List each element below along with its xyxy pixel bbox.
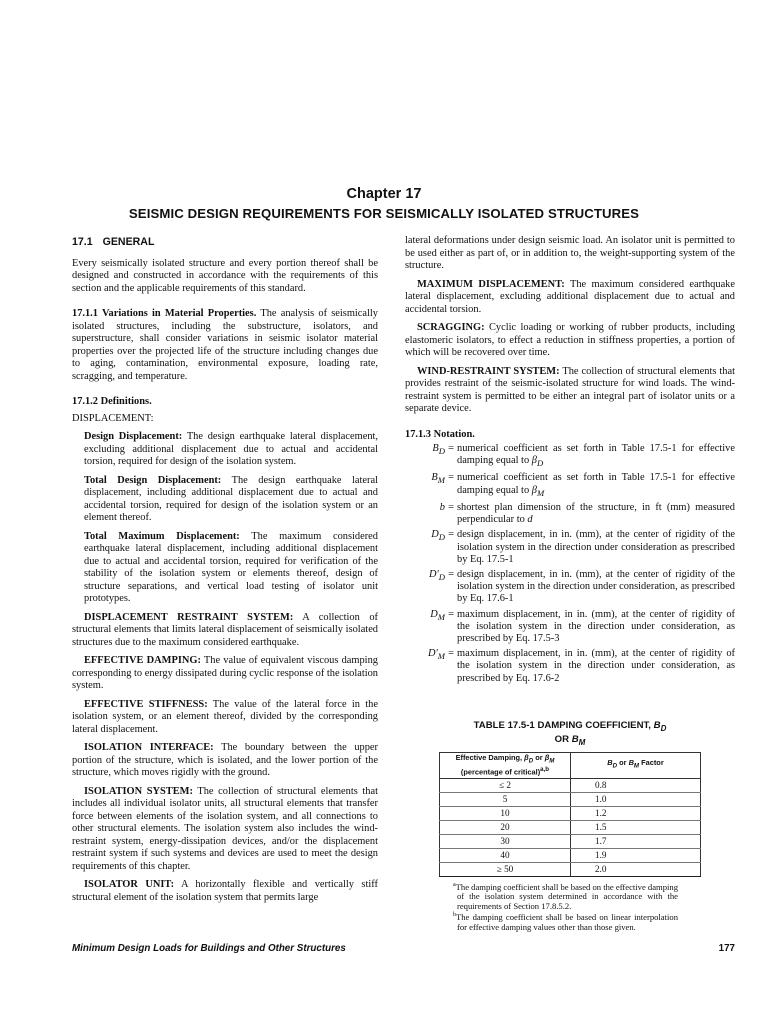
- effective-damping-term: EFFECTIVE DAMPING:: [84, 655, 201, 666]
- table-caption: [405, 720, 735, 748]
- footnote-a-text: The damping coefficient shall be based on the effective damping of the isolation system determined in accordance with the requirements of Section 17.8.5.2.: [455, 881, 678, 911]
- total-design-displacement-text: The design earthquake lateral displacement, including additional displacement due to actual and accidental torsion, required for design of the isolation system or an element thereof.: [84, 474, 378, 523]
- total-maximum-displacement-text: The maximum considered earthquake lateral displacement, including additional displacement due to actual and accidental torsion, required for verification of the stability of the isolation system or elements thereof, design of structure separations, and vertical load testing of isolator unit prototypes.: [84, 530, 378, 604]
- notation-list: [405, 443, 735, 688]
- left-column: [72, 236, 378, 904]
- factor-value: 0.8: [571, 778, 701, 792]
- footnote-b-text: The damping coefficient shall be based on linear interpolation for effective damping values other than those given.: [456, 912, 678, 932]
- notation-description: design displacement, in in. (mm), at the center of rigidity of the isolation system in the direction under consideration, as prescribed by Eq. 17.6-1: [457, 568, 735, 605]
- chapter-label: Chapter 17: [346, 186, 422, 202]
- notation-symbol: $D'_D$: [428, 568, 445, 583]
- equals-sign: =: [448, 529, 454, 541]
- wind-restraint-term: WIND-RESTRAINT SYSTEM:: [417, 365, 560, 377]
- notation-symbol: $D_D$: [431, 529, 445, 543]
- isolation-system-text: The collection of structural elements that includes all individual isolator units, all structural elements that transfer force between elements of the isolation system, and all connections to other structural elements. The isolation system also includes the wind-restraint system, energy-dissipation devices, and/or the displacement restraint system if such systems and devices are used to meet the design requirements of this chapter.: [72, 785, 378, 872]
- factor-value: 1.9: [571, 848, 701, 862]
- notation-description: maximum displacement, in in. (mm), at the center of rigidity of the isolation system in the direction under consideration, as prescribed by Eq. 17.5-3: [457, 608, 735, 644]
- damping-coefficient-table: [439, 752, 701, 877]
- scragging-term: SCRAGGING:: [417, 322, 485, 333]
- displacement-heading: DISPLACEMENT:: [72, 412, 154, 424]
- total-maximum-displacement-def: [84, 531, 378, 606]
- notation-description: design displacement, in in. (mm), at the center of rigidity of the isolation system in the direction under consideration as prescribed by Eq. 17.5-1: [457, 529, 735, 565]
- equals-sign: =: [448, 608, 454, 620]
- right-column: [405, 236, 735, 932]
- factor-value: 1.2: [571, 806, 701, 820]
- isolation-interface-term: ISOLATION INTERFACE:: [84, 742, 214, 753]
- notation-item: [405, 472, 735, 501]
- notation-symbol: $D_M$: [430, 608, 445, 622]
- damping-value: 5: [440, 792, 571, 806]
- variations-heading: 17.1.1 Variations in Material Properties.: [72, 308, 257, 319]
- page-number: 177: [718, 943, 735, 954]
- isolator-unit-term: ISOLATOR UNIT:: [84, 879, 175, 890]
- table-row: [440, 834, 701, 848]
- notation-symbol: b: [439, 501, 445, 513]
- footer-publication-title: Minimum Design Loads for Buildings and Other Structures: [72, 943, 346, 954]
- total-design-displacement-def: [84, 475, 378, 525]
- design-displacement-text: The design earthquake lateral displacement, excluding additional displacement due to actual and accidental torsion, required for design of the isolation system.: [84, 431, 378, 467]
- factor-value: 2.0: [571, 862, 701, 876]
- isolation-system-term: ISOLATION SYSTEM:: [84, 785, 193, 797]
- table-row: [440, 778, 701, 792]
- total-maximum-displacement-term: Total Maximum Displacement:: [84, 530, 240, 542]
- notation-description: shortest plan dimension of the structure, in ft (mm) measured perpendicular to d: [457, 501, 735, 526]
- footnote-b: $^b$The damping coefficient shall be based on linear interpolation for effective damping values other than those given.: [453, 912, 678, 932]
- definitions-heading: 17.1.2 Definitions.: [72, 396, 152, 407]
- damping-value: 20: [440, 820, 571, 834]
- equals-sign: =: [448, 648, 454, 660]
- equals-sign: =: [448, 472, 454, 484]
- maximum-displacement-def: [405, 279, 735, 317]
- maximum-displacement-text: The maximum considered earthquake lateral displacement, excluding additional displacement due to actual and accidental torsion.: [405, 278, 735, 315]
- table-row: [440, 862, 701, 876]
- footnote-a: $^a$The damping coefficient shall be based on the effective damping of the isolation system determined in accordance with the requirements of Section 17.8.5.2.: [453, 881, 678, 911]
- notation-symbol: $D'_M$: [428, 648, 445, 662]
- notation-symbol: $B_D$: [432, 443, 445, 457]
- wind-restraint-text: The collection of structural elements that provides restraint of the seismic-isolated structure for wind loads. The wind-restraint system is permitted to be either an integral part of isolator units or a separate device.: [405, 365, 735, 414]
- displacement-restraint-def: [72, 612, 378, 650]
- equals-sign: =: [448, 568, 454, 580]
- scragging-def: [405, 322, 735, 360]
- factor-value: 1.5: [571, 820, 701, 834]
- equals-sign: =: [448, 501, 454, 513]
- effective-stiffness-term: EFFECTIVE STIFFNESS:: [84, 698, 208, 710]
- table-header-factor: $B_D$ or $B_M$ Factor: [571, 752, 701, 778]
- equals-sign: =: [448, 443, 454, 454]
- variations-text: The analysis of seismically isolated structures, including the substructure, isolators, and superstructure, shall consider variations in seismic isolator material properties over the projected life of the structure including changes due to aging, contamination, environmental exposure, loading rate, scragging, and temperature.: [72, 308, 378, 382]
- damping-value: 10: [440, 806, 571, 820]
- chapter-title: SEISMIC DESIGN REQUIREMENTS FOR SEISMICALLY ISOLATED STRUCTURES: [128, 206, 640, 221]
- isolator-unit-continued: lateral deformations under design seismic load. An isolator unit is permitted to be used either as part of, or in addition to, the weight-supporting system of the structure.: [405, 235, 735, 271]
- table-row: [440, 820, 701, 834]
- isolator-unit-text: A horizontally flexible and vertically stiff structural element of the isolation system that permits large: [72, 879, 378, 903]
- damping-value: 30: [440, 834, 571, 848]
- factor-value: 1.7: [571, 834, 701, 848]
- section-17-1-heading: [72, 236, 378, 249]
- maximum-displacement-term: MAXIMUM DISPLACEMENT:: [417, 278, 565, 290]
- table-row: [440, 806, 701, 820]
- notation-description: maximum displacement, in in. (mm), at the center of rigidity of the isolation system in the direction under consideration, as prescribed by Eq. 17.6-2: [457, 648, 735, 684]
- isolation-interface-text: The boundary between the upper portion of the structure, which is isolated, and the lower portion of the structure, which moves rigidly with the ground.: [72, 742, 378, 778]
- notation-item: [405, 609, 735, 649]
- isolator-unit-def: [72, 879, 378, 904]
- effective-stiffness-def: [72, 699, 378, 737]
- effective-stiffness-text: The value of the lateral force in the isolation system, or an element thereof, divided by the corresponding lateral displacement.: [72, 698, 378, 735]
- section-number: 17.1: [72, 236, 93, 248]
- notation-description: numerical coefficient as set forth in Table 17.5-1 for effective damping equal to $\beta_D$: [457, 443, 735, 469]
- design-displacement-term: Design Displacement:: [84, 431, 183, 442]
- table-footnotes: [453, 881, 678, 933]
- table-caption-line-1: TABLE 17.5-1 DAMPING COEFFICIENT, $B_D$: [473, 719, 667, 733]
- total-design-displacement-term: Total Design Displacement:: [84, 474, 222, 486]
- table-caption-line-2: OR $B_M$: [554, 733, 586, 747]
- notation-item: [405, 648, 735, 688]
- notation-item: [405, 529, 735, 569]
- wind-restraint-def: [405, 366, 735, 416]
- design-displacement-def: [84, 431, 378, 469]
- notation-item: [405, 569, 735, 609]
- damping-value: 40: [440, 848, 571, 862]
- isolation-system-def: [72, 786, 378, 874]
- notation-item: [405, 443, 735, 472]
- section-title: GENERAL: [102, 236, 155, 248]
- isolation-interface-def: [72, 742, 378, 780]
- notation-item: [405, 502, 735, 529]
- notation-heading: 17.1.3 Notation.: [405, 428, 475, 440]
- notation-description: numerical coefficient as set forth in Table 17.5-1 for effective damping equal to $\beta_M$: [457, 472, 735, 498]
- scragging-text: Cyclic loading or working of rubber products, including elastomeric isolators, to effect a reduction in stiffness properties, a portion of which will be recovered over time.: [405, 322, 735, 358]
- table-row: [440, 848, 701, 862]
- damping-value: ≥ 50: [440, 862, 571, 876]
- effective-damping-text: The value of equivalent viscous damping corresponding to energy dissipated during cyclic response of the isolation system.: [72, 655, 378, 691]
- factor-value: 1.0: [571, 792, 701, 806]
- table-header-effective-damping: Effective Damping, $\beta_D$ or $\beta_M$ (percentage of critical)$^{a,b}$: [440, 752, 571, 778]
- table-row: [440, 792, 701, 806]
- damping-value: ≤ 2: [440, 778, 571, 792]
- general-paragraph: Every seismically isolated structure and every portion thereof shall be designed and constructed in accordance with the requirements of this section and the applicable requirements of this standard.: [72, 257, 378, 294]
- variations-paragraph: [72, 308, 378, 383]
- displacement-restraint-text: A collection of structural elements that limits lateral displacement of seismically isolated structures due to the maximum considered earthquake.: [72, 611, 378, 648]
- effective-damping-def: [72, 655, 378, 693]
- notation-symbol: $B_M$: [431, 472, 445, 486]
- displacement-restraint-term: DISPLACEMENT RESTRAINT SYSTEM:: [84, 611, 294, 623]
